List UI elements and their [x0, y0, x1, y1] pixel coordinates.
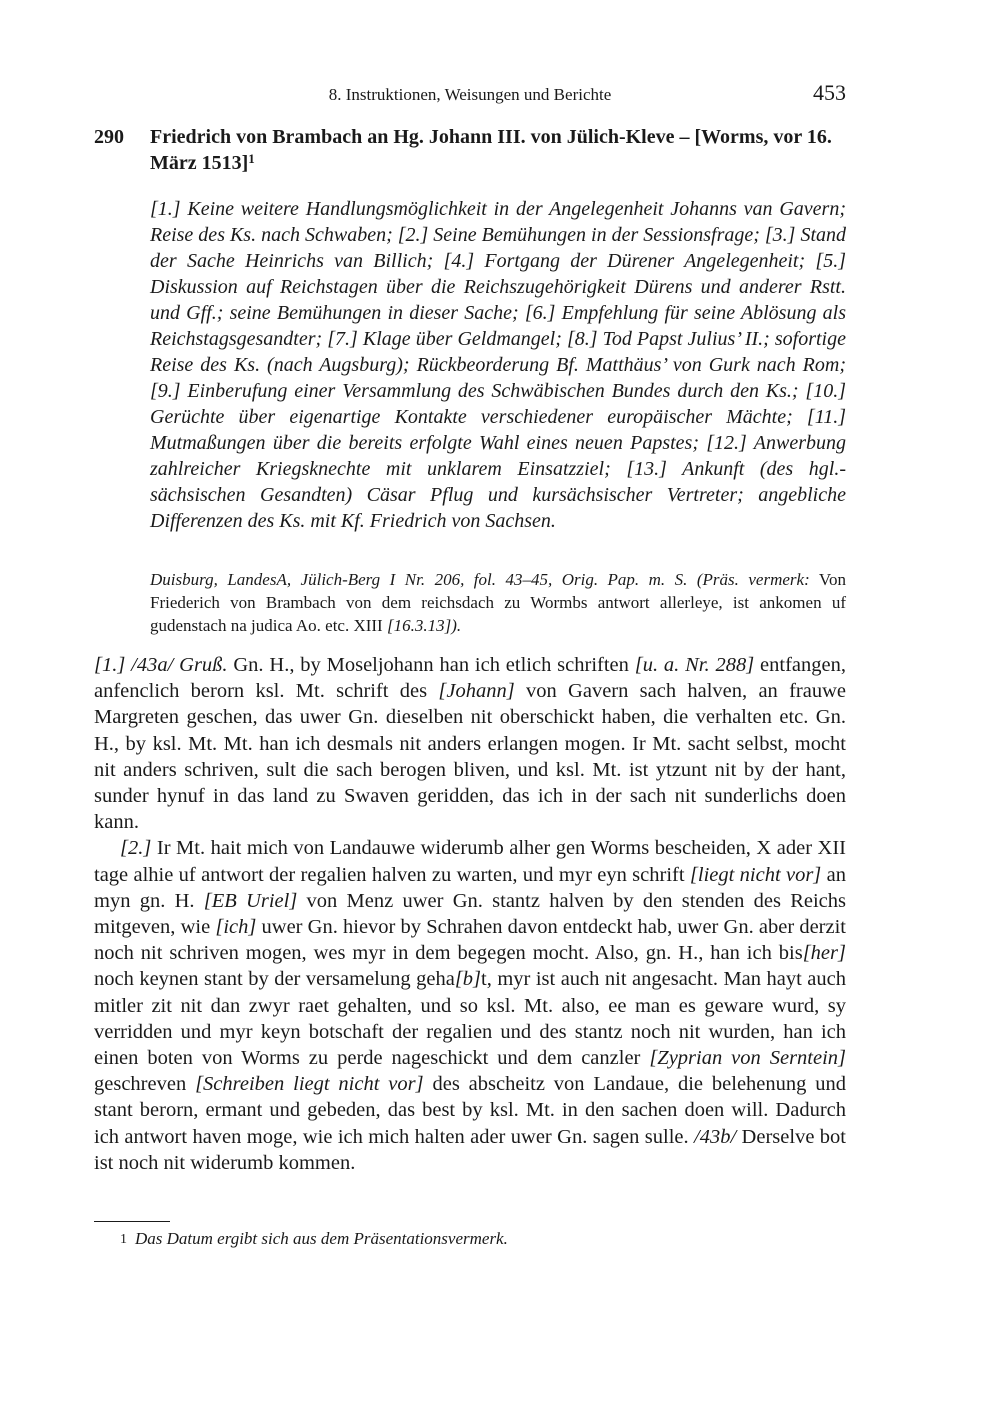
- p2-s12: t, myr ist auch nit angesacht. Man hayt auch mitler zit nit dan zwyr raet gehalten, und so ksl. Mt. also, ee man es geware wurd, sy verridden und myr keyn botschaft der regalien und des stantz noch nit wurden, han ich einen boten von Worms zu perde nageschickt und dem canzler: [94, 968, 846, 1070]
- p1-s3: [u. a. Nr. 288]: [634, 654, 755, 676]
- p2-s6: von Menz uwer Gn. stantz halven by den stenden des Reichs mitgeven, wie: [94, 889, 846, 939]
- running-head: [94, 82, 846, 108]
- p2-s17: /43b/: [694, 1125, 737, 1148]
- source-endorsement: Von Friederich von Brambach von dem reichsdach zu Wormbs antwort allerleye, ist ankomen uf gudenstach na judica Ao. etc. XIII: [150, 570, 847, 635]
- page-number: 453: [813, 80, 846, 105]
- document-number: 290: [94, 126, 124, 148]
- main-text: [94, 652, 846, 1176]
- p2-s16: des abscheitz von Landaue, die belehenung und stant berorn, ermant und gebeden, das best by ksl. Mt. in den sachen doen will. Dadurch ich antwort haven moge, wie ich mich halten ader uwer Gn. sagen sulle.: [94, 1073, 847, 1148]
- document-title: Friedrich von Brambach an Hg. Johann III. von Jülich-Kleve – [Worms, vor 16. März 1513]: [150, 126, 832, 174]
- p2-s5: [EB Uriel]: [203, 889, 298, 912]
- source-note: [150, 568, 846, 637]
- p2-s18: Derselve bot ist noch nit widerumb kommen.: [94, 1125, 846, 1174]
- footnote-reference: 1: [248, 151, 255, 166]
- p1-s6: von Gavern sach halven, an frauwe Margreten geschen, das uwer Gn. dieselben nit oberschickt haben, die verhalten etc. Gn. H., by ksl. Mt. Mt. han ich desmals nit anders erlangen mogen. Ir Mt. sacht selbst, mocht nit anders schriven, sult die sach berogen bliven, und ksl. Mt. ist ytzunt nit by der hant, sunder hynuf in das land zu Swaven geridden, das ich in der sach nit sunderlichs doen kann.: [94, 680, 846, 834]
- footnote-divider: [94, 1221, 170, 1222]
- p2-s2: Ir Mt. hait mich von Landauwe widerumb alher gen Worms bescheiden, X ader XII tage alhie uf antwort der regalien halven zu warten, und myr eyn schrift: [94, 837, 846, 886]
- paragraph-2: [94, 835, 846, 1176]
- p1-s2: Gn. H., by Moseljohann han ich etlich schriften: [227, 654, 635, 676]
- p2-s11: [b]: [454, 968, 482, 991]
- paragraph-1: [94, 652, 846, 835]
- p2-s15: [Schreiben liegt nicht vor]: [195, 1073, 424, 1096]
- source-archive: Duisburg, LandesA, Jülich-Berg I Nr. 206, fol. 43–45, Orig. Pap. m. S. (Präs. vermerk:: [150, 570, 810, 589]
- footnote: [120, 1228, 846, 1251]
- source-date: [16.3.13]).: [386, 616, 462, 635]
- running-head-title: 8. Instruktionen, Weisungen und Berichte: [328, 85, 612, 104]
- p2-s10: noch keynen stant by der versamelung geha: [94, 968, 455, 991]
- p2-s13: [Zyprian von Serntein]: [649, 1047, 847, 1070]
- p2-s3: [liegt nicht vor]: [689, 863, 822, 886]
- document-title-block: [150, 124, 846, 176]
- p2-s4: an myn gn. H.: [94, 863, 846, 912]
- p1-s5: [Johann]: [438, 680, 515, 703]
- regest-summary: [1.] Keine weitere Handlungsmöglichkeit in der Angelegenheit Johanns van Gavern; Reise des Ks. nach Schwaben; [2.] Seine Bemühungen in der Sessionsfrage; [3.] Stand der Sache Heinrichs van Billich; [4.] Fortgang der Dürener Angelegenheit; [5.] Diskussion auf Reichstagen über die Reichszugehörigkeit Dürens und anderer Rstt. und Gff.; seine Bemühungen in dieser Sache; [6.] Empfehlung für seine Ablösung als Reichstagsgesandter; [7.] Klage über Geldmangel; [8.] Tod Papst Julius’ II.; sofortige Reise des Ks. (nach Augsburg); Rückbeorderung Bf. Matthäus’ von Gurk nach Rom; [9.] Einberufung einer Versammlung des Schwäbischen Bundes durch den Ks.; [10.] Gerüchte über eigenartige Kontakte verschiedener europäischer Mächte; [11.] Mutmaßungen über die bereits erfolgte Wahl eines neuen Papstes; [12.] Anwerbung zahlreicher Kriegsknechte mit unklarem Einsatzziel; [13.] Ankunft (des hgl.-sächsischen Gesandten) Cäsar Pflug und kursächsischer Vertreter; angebliche Differenzen des Ks. mit Kf. Friedrich von Sachsen.: [150, 198, 847, 532]
- p2-s8: uwer Gn. hievor by Schrahen davon entdeckt hab, uwer Gn. aber derzit noch nit schriven mogen, wes myr in dem begegen mocht. Also, gn. H., han ich bis: [94, 916, 846, 965]
- p1-s4: entfangen, anfenclich berorn ksl. Mt. schrift des: [94, 654, 846, 703]
- footnote-text: Das Datum ergibt sich aus dem Präsentationsvermerk.: [135, 1229, 508, 1248]
- p2-s14: geschreven: [94, 1073, 196, 1096]
- footnote-number: 1: [120, 1232, 127, 1247]
- p2-s1: [2.]: [120, 837, 152, 860]
- p2-s9: [her]: [802, 942, 846, 965]
- p2-s7: [ich]: [215, 916, 257, 939]
- p1-s1: [1.] /43a/ Gruß.: [94, 654, 228, 676]
